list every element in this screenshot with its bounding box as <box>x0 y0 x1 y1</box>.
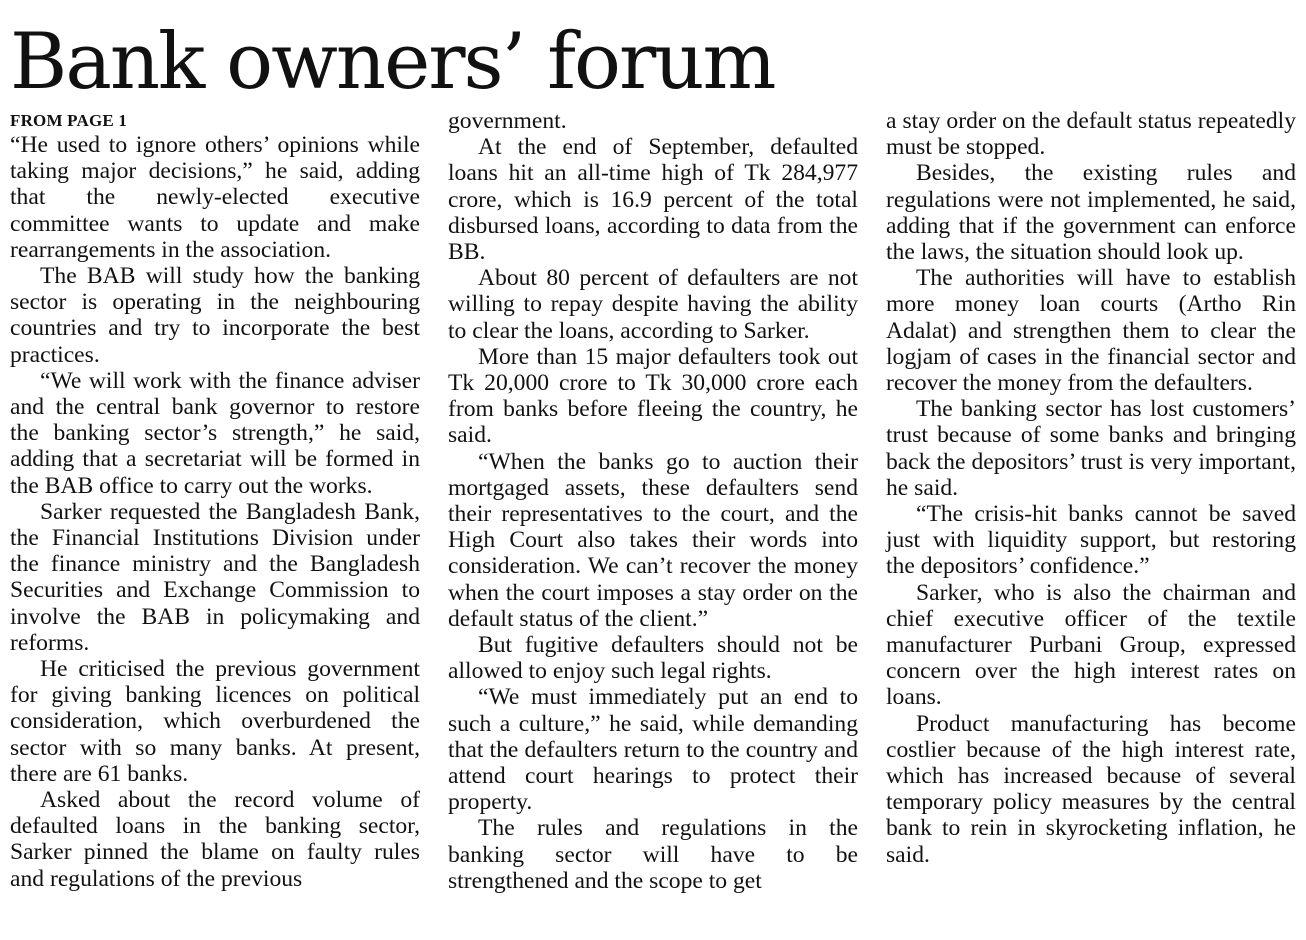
article-column-1 <box>10 110 420 892</box>
article-paragraph: “We must immediately put an end to such a culture,” he said, while demanding that the defaulters return to the country and attend court hearings to protect their property. <box>448 684 858 816</box>
article-paragraph: government. <box>448 108 567 134</box>
article-paragraph: Asked about the record volume of defaulted loans in the banking sector, Sarker pinned the blame on faulty rules and regulations of the previous <box>10 787 420 892</box>
article-paragraph: The authorities will have to establish more money loan courts (Artho Rin Adalat) and strengthen them to clear the logjam of cases in the financial sector and recover the money from the defaulters. <box>886 265 1296 397</box>
article-paragraph: Sarker, who is also the chairman and chief executive officer of the textile manufacturer Purbani Group, expressed concern over the high interest rates on loans. <box>886 579 1296 711</box>
article-paragraph: Besides, the existing rules and regulations were not implemented, he said, adding that if the government can enforce the laws, the situation should look up. <box>886 160 1296 266</box>
article-paragraph: Product manufacturing has become costlier because of the high interest rate, which has increased because of several temporary policy measures by the central bank to rein in skyrocketing inflation, he said. <box>886 710 1296 868</box>
article-paragraph: More than 15 major defaulters took out Tk 20,000 crore to Tk 30,000 crore each from banks before fleeing the country, he said. <box>448 343 858 449</box>
article-paragraph: The BAB will study how the banking sector is operating in the neighbouring countries and try to incorporate the best practices. <box>10 263 420 368</box>
article-paragraph: “We will work with the finance adviser and the central bank governor to restore the banking sector’s strength,” he said, adding that a secretariat will be formed in the BAB office to carry out the works. <box>10 367 420 499</box>
article-paragraph: a stay order on the default status repeatedly must be stopped. <box>886 108 1296 161</box>
article-paragraph: About 80 percent of defaulters are not willing to repay despite having the ability to clear the loans, according to Sarker. <box>448 265 858 344</box>
article-paragraph: Sarker requested the Bangladesh Bank, the Financial Institutions Division under the finance ministry and the Bangladesh Securities and Exchange Commission to involve the BAB in policymaking and reforms. <box>10 498 420 656</box>
article-paragraph: “The crisis-hit banks cannot be saved just with liquidity support, but restoring the depositors’ confidence.” <box>886 501 1296 580</box>
headline: Bank owners’ forum <box>10 17 775 107</box>
article-column-2 <box>448 108 858 894</box>
article-paragraph: “When the banks go to auction their mortgaged assets, these defaulters send their representatives to the court, and the High Court also takes their words into consideration. We can’t recover the money when the court imposes a stay order on the default status of the client.” <box>448 448 858 632</box>
article-paragraph: “He used to ignore others’ opinions while taking major decisions,” he said, adding that the newly-elected executive committee wants to update and make rearrangements in the association. <box>10 132 420 263</box>
article-paragraph: The rules and regulations in the banking sector will have to be strengthened and the scope to get <box>448 815 858 894</box>
article-paragraph: But fugitive defaulters should not be allowed to enjoy such legal rights. <box>448 632 858 685</box>
article-paragraph: The banking sector has lost customers’ trust because of some banks and bringing back the depositors’ trust is very important, he said. <box>886 396 1296 501</box>
article-paragraph: He criticised the previous government for giving banking licences on political consideration, which overburdened the sector with so many banks. At present, there are 61 banks. <box>10 656 420 787</box>
article-column-3 <box>886 108 1296 868</box>
article-paragraph: At the end of September, defaulted loans hit an all-time high of Tk 284,977 crore, which is 16.9 percent of the total disbursed loans, according to data from the BB. <box>448 134 858 266</box>
continuation-kicker: FROM PAGE 1 <box>10 111 128 130</box>
